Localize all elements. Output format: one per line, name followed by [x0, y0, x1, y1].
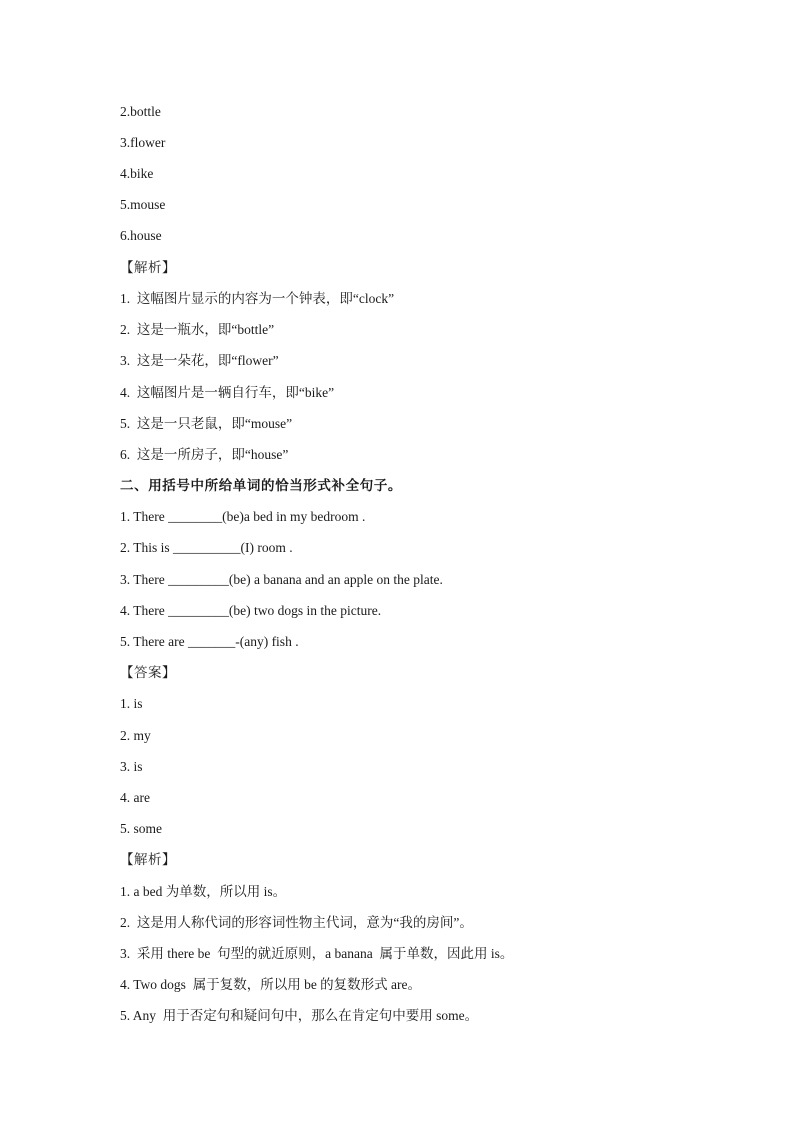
analysis-line: 4. 这幅图片是一辆自行车，即“bike”: [120, 385, 335, 400]
analysis-line: 3. 采用 there be 句型的就近原则，a banana 属于单数，因此用 is。: [120, 946, 514, 961]
question-line: 2. This is __________(I) room .: [120, 540, 293, 555]
answer-line: 3. is: [120, 759, 143, 774]
analysis-line: 6. 这是一所房子，即“house”: [120, 447, 289, 462]
analysis-heading: 【解析】: [120, 852, 176, 867]
analysis-line: 5. 这是一只老鼠，即“mouse”: [120, 416, 293, 431]
answer-line: 4.bike: [120, 166, 154, 181]
answer-line: 2.bottle: [120, 104, 161, 119]
answer-line: 4. are: [120, 790, 150, 805]
analysis-heading: 【解析】: [120, 260, 176, 275]
answer-line: 3.flower: [120, 135, 166, 150]
analysis-line: 1. 这幅图片显示的内容为一个钟表，即“clock”: [120, 291, 395, 306]
analysis-line: 2. 这是用人称代词的形容词性物主代词，意为“我的房间”。: [120, 915, 473, 930]
answer-heading: 【答案】: [120, 665, 176, 680]
answer-line: 1. is: [120, 696, 143, 711]
analysis-line: 4. Two dogs 属于复数，所以用 be 的复数形式 are。: [120, 977, 422, 992]
analysis-line: 2. 这是一瓶水，即“bottle”: [120, 322, 275, 337]
question-line: 4. There _________(be) two dogs in the picture.: [120, 603, 382, 618]
analysis-line: 5. Any 用于否定句和疑问句中，那么在肯定句中要用 some。: [120, 1008, 479, 1023]
answer-line: 2. my: [120, 728, 151, 743]
question-line: 5. There are _______-(any) fish .: [120, 634, 299, 649]
answer-line: 6.house: [120, 228, 162, 243]
section-title: 二、用括号中所给单词的恰当形式补全句子。: [120, 478, 402, 493]
answer-line: 5.mouse: [120, 197, 166, 212]
answer-line: 5. some: [120, 821, 162, 836]
question-line: 1. There ________(be)a bed in my bedroom .: [120, 509, 366, 524]
analysis-line: 1. a bed 为单数，所以用 is。: [120, 884, 287, 899]
question-line: 3. There _________(be) a banana and an apple on the plate.: [120, 572, 443, 587]
analysis-line: 3. 这是一朵花，即“flower”: [120, 353, 279, 368]
